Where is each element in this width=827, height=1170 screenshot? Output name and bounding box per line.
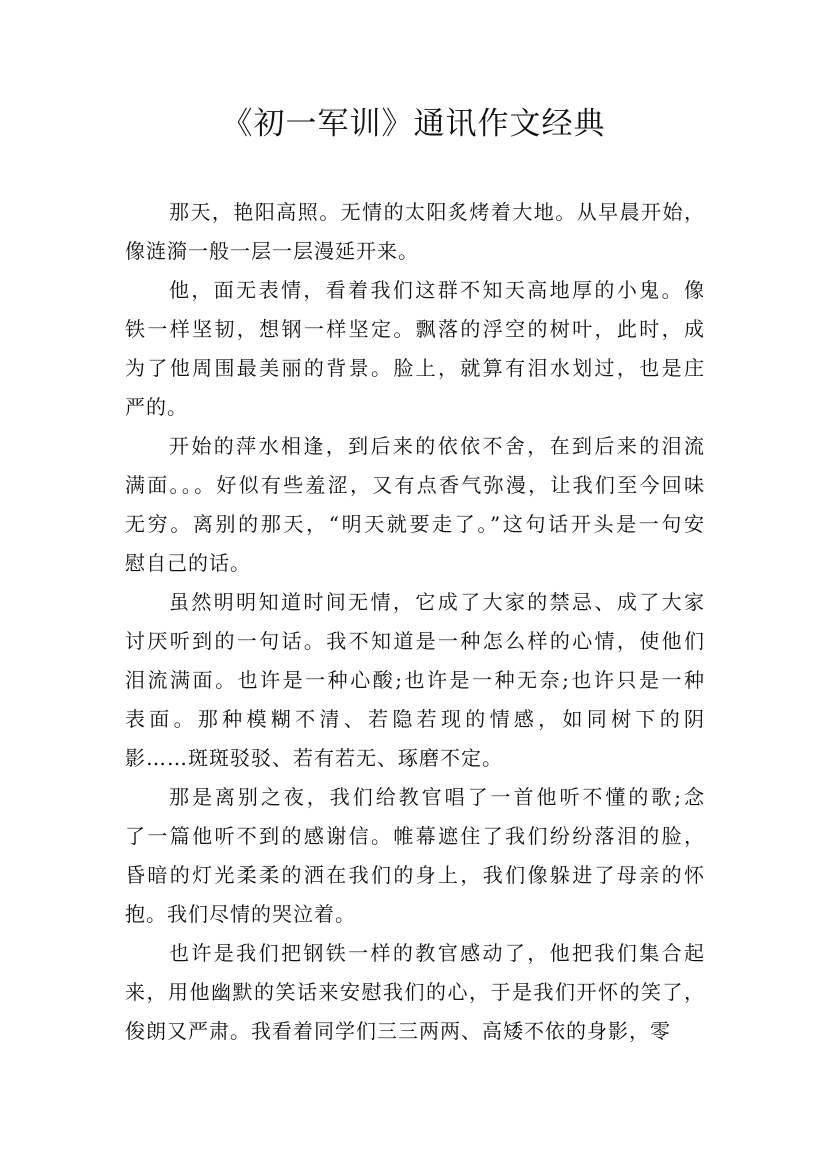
document-title: 《初一军训》通讯作文经典 xyxy=(221,106,606,142)
paragraph xyxy=(125,271,705,427)
paragraph-line: 铁一样坚韧，想钢一样坚定。飘落的浮空的树叶，此时，成 xyxy=(125,317,705,341)
paragraph-line: 严的。 xyxy=(125,395,188,419)
paragraph-line: 慰自己的话。 xyxy=(125,551,251,575)
paragraph-line: 满面。。。好似有些羞涩，又有点香气弥漫，让我们至今回味 xyxy=(125,473,705,497)
paragraph-line: 影……斑斑驳驳、若有若无、琢磨不定。 xyxy=(125,746,503,770)
paragraph-line: 表面。那种模糊不清、若隐若现的情感，如同树下的阴 xyxy=(125,707,705,731)
paragraph-line: 无穷。离别的那天，“明天就要走了。”这句话开头是一句安 xyxy=(125,512,705,536)
paragraph-line: 那天，艳阳高照。无情的太阳炙烤着大地。从早晨开始， xyxy=(169,200,705,224)
paragraph-line: 像涟漪一般一层一层漫延开来。 xyxy=(125,239,419,263)
paragraph-line: 他，面无表情，看着我们这群不知天高地厚的小鬼。像 xyxy=(169,278,705,302)
paragraph-line: 来，用他幽默的笑话来安慰我们的心，于是我们开怀的笑了， xyxy=(125,980,705,1004)
paragraph xyxy=(125,583,705,778)
paragraph xyxy=(125,427,705,583)
paragraph-line: 那是离别之夜，我们给教官唱了一首他听不懂的歌;念 xyxy=(169,785,705,809)
paragraph-line: 为了他周围最美丽的背景。脸上，就算有泪水划过，也是庄 xyxy=(125,356,705,380)
paragraph xyxy=(125,934,705,1051)
paragraph xyxy=(125,778,705,934)
paragraph-line: 讨厌听到的一句话。我不知道是一种怎么样的心情，使他们 xyxy=(125,629,705,653)
paragraph-line: 泪流满面。也许是一种心酸;也许是一种无奈;也许只是一种 xyxy=(125,668,705,692)
paragraph-line: 了一篇他听不到的感谢信。帷幕遮住了我们纷纷落泪的脸， xyxy=(125,824,705,848)
document-body xyxy=(125,193,705,1051)
paragraph-line: 也许是我们把钢铁一样的教官感动了，他把我们集合起 xyxy=(169,941,705,965)
paragraph-line: 昏暗的灯光柔柔的洒在我们的身上，我们像躲进了母亲的怀 xyxy=(125,863,705,887)
paragraph-line: 抱。我们尽情的哭泣着。 xyxy=(125,902,356,926)
paragraph-line: 虽然明明知道时间无情，它成了大家的禁忌、成了大家 xyxy=(169,590,705,614)
paragraph-line: 俊朗又严肃。我看着同学们三三两两、高矮不依的身影，零 xyxy=(125,1019,671,1043)
paragraph xyxy=(125,193,705,271)
paragraph-line: 开始的萍水相逢，到后来的依依不舍，在到后来的泪流 xyxy=(169,434,705,458)
